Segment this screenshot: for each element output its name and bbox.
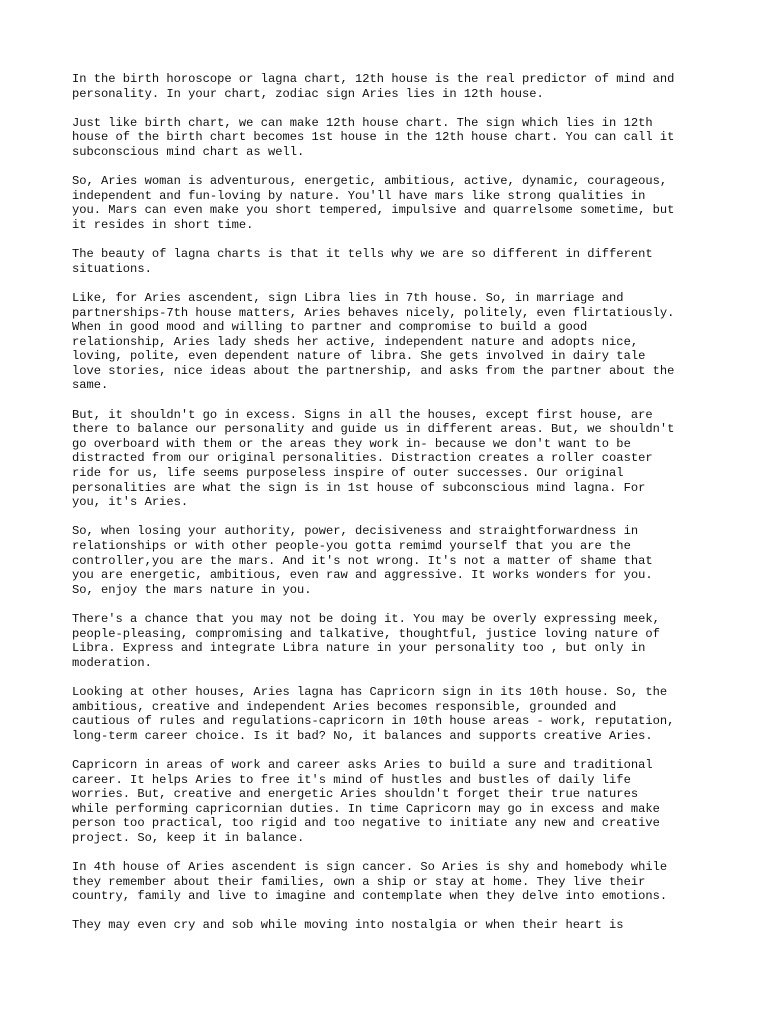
paragraph: Like, for Aries ascendent, sign Libra lies in 7th house. So, in marriage and partnerships-7th house matters, Aries behaves nicely, politely, even flirtatiously. When in good mood and willing to partner and compromise to build a good relationship, Aries lady sheds her active, independent nature and adopts nice, loving, polite, even dependent nature of libra. She gets involved in dairy tale love stories, nice ideas about the partnership, and asks from the partner about the same.	[72, 290, 675, 393]
paragraph: In 4th house of Aries ascendent is sign cancer. So Aries is shy and homebody while they remember about their families, own a ship or stay at home. They live their country, family and live to imagine and contemplate when they delve into emotions.	[72, 860, 668, 904]
paragraph: So, when losing your authority, power, decisiveness and straightforwardness in relationships or with other people-you gotta remimd yourself that you are the controller,you are the mars. And it's not wrong. It's not a matter of shame that you are energetic, ambitious, even raw and aggressive. It works wonders for you. So, enjoy the mars nature in you.	[72, 524, 653, 597]
paragraph: But, it shouldn't go in excess. Signs in all the houses, except first house, are there to balance our personality and guide us in different areas. But, we shouldn't go overboard with them or the areas they work in- because we don't want to be distracted from our original personalities. Distraction creates a roller coaster ride for us, life seems purposeless inspire of outer successes. Our original personalities are what the sign is in 1st house of subconscious mind lagna. For you, it's Aries.	[72, 407, 675, 510]
paragraph: Capricorn in areas of work and career asks Aries to build a sure and traditional career. It helps Aries to free it's mind of hustles and bustles of daily life worries. But, creative and energetic Aries shouldn't forget their true natures while performing capricornian duties. In time Capricorn may go in excess and make person too practical, too rigid and too negative to initiate any new and creative project. So, keep it in balance.	[72, 757, 660, 845]
paragraph: They may even cry and sob while moving into nostalgia or when their heart is	[72, 918, 624, 933]
paragraph: Just like birth chart, we can make 12th house chart. The sign which lies in 12th house of the birth chart becomes 1st house in the 12th house chart. You can call it subconscious mind chart as well.	[72, 115, 675, 159]
paragraph: Looking at other houses, Aries lagna has Capricorn sign in its 10th house. So, the ambitious, creative and independent Aries becomes responsible, grounded and cautious of rules and regulations-capricorn in 10th house areas - work, reputation, long-term career choice. Is it bad? No, it balances and supports creative Aries.	[72, 684, 675, 743]
paragraph: There's a chance that you may not be doing it. You may be overly expressing meek, people-pleasing, compromising and talkative, thoughtful, justice loving nature of Libra. Express and integrate Libra nature in your personality too , but only in moderation.	[72, 611, 660, 670]
paragraph: In the birth horoscope or lagna chart, 12th house is the real predictor of mind and personality. In your chart, zodiac sign Aries lies in 12th house.	[72, 72, 675, 101]
paragraph: So, Aries woman is adventurous, energetic, ambitious, active, dynamic, courageous, independent and fun-loving by nature. You'll have mars like strong qualities in you. Mars can even make you short tempered, impulsive and quarrelsome sometime, but it resides in short time.	[72, 174, 675, 232]
document-page	[72, 72, 712, 948]
paragraph: The beauty of lagna charts is that it tells why we are so different in different situations.	[72, 247, 653, 276]
